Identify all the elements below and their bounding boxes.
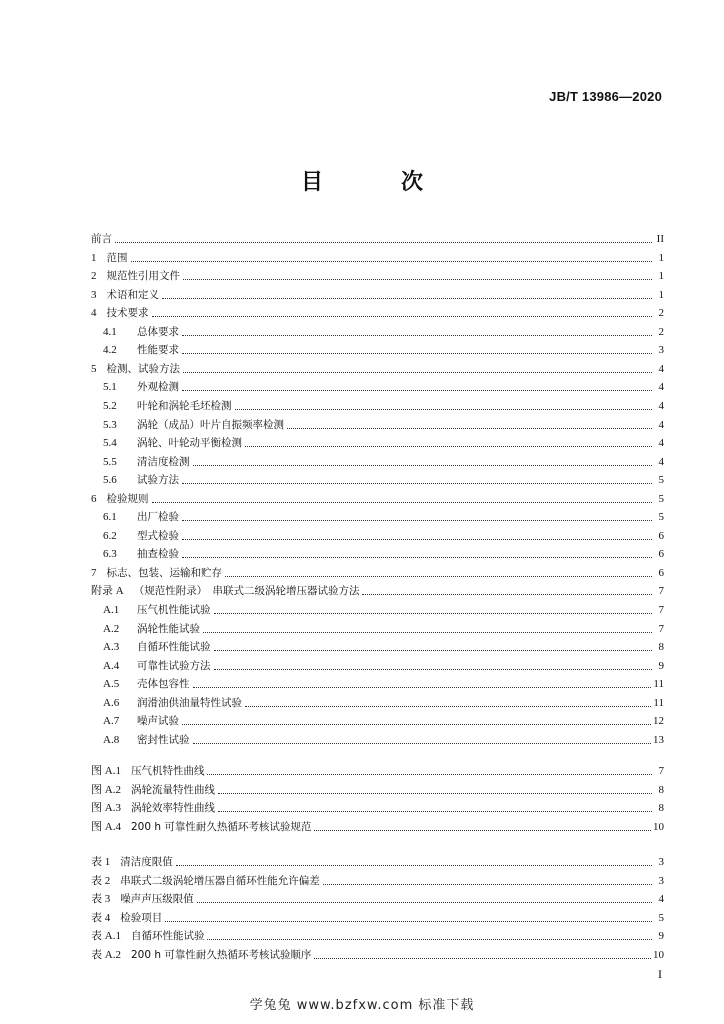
entry-label bbox=[91, 418, 285, 432]
entry-number: 6.2 bbox=[103, 529, 117, 542]
entry-number: 6.3 bbox=[103, 548, 117, 561]
entry-number: 附录 A bbox=[91, 585, 124, 598]
toc-entry[interactable] bbox=[91, 729, 664, 747]
entry-label bbox=[91, 380, 180, 394]
entry-label bbox=[91, 874, 321, 888]
table-entry[interactable] bbox=[91, 870, 664, 888]
entry-number: 1 bbox=[91, 251, 97, 264]
entry-page: 7 bbox=[658, 585, 664, 598]
entry-label bbox=[91, 764, 205, 778]
entry-number: 表 A.1 bbox=[91, 930, 121, 943]
dot-leader bbox=[197, 901, 652, 903]
entry-number: 表 4 bbox=[91, 911, 111, 924]
entry-label bbox=[91, 529, 180, 543]
toc-entry[interactable] bbox=[91, 673, 664, 691]
entry-number: A.2 bbox=[103, 622, 120, 635]
entry-number: 4 bbox=[91, 307, 97, 320]
entry-page: 3 bbox=[658, 344, 664, 357]
entry-number: A.6 bbox=[103, 696, 120, 709]
figure-entry[interactable] bbox=[91, 779, 664, 797]
toc-entry[interactable] bbox=[91, 451, 664, 469]
toc-entry[interactable] bbox=[91, 580, 664, 598]
entry-page: 5 bbox=[658, 474, 664, 487]
entry-page: 1 bbox=[658, 270, 664, 283]
entry-label bbox=[91, 929, 205, 943]
entry-page: 7 bbox=[658, 765, 664, 777]
dot-leader bbox=[182, 334, 652, 336]
entry-text: 涡轮性能试验 bbox=[137, 622, 200, 635]
dot-leader bbox=[207, 773, 652, 775]
table-entry[interactable] bbox=[91, 907, 664, 925]
entry-label bbox=[91, 547, 180, 561]
toc-entry[interactable] bbox=[91, 506, 664, 524]
entry-page: 9 bbox=[658, 930, 664, 943]
entry-text: 前言 bbox=[91, 233, 112, 245]
dot-leader bbox=[218, 810, 652, 812]
entry-page: 5 bbox=[658, 492, 664, 505]
entry-text: 清洁度限值 bbox=[120, 856, 173, 868]
dot-leader bbox=[182, 389, 652, 391]
entry-number: A.4 bbox=[103, 659, 120, 672]
table-entry[interactable] bbox=[91, 888, 664, 906]
entry-label bbox=[91, 306, 150, 320]
entry-number: 表 2 bbox=[91, 874, 111, 887]
entry-label bbox=[91, 714, 180, 728]
entry-page: 2 bbox=[658, 307, 664, 320]
dot-leader bbox=[235, 408, 653, 410]
entry-page: 5 bbox=[658, 911, 664, 924]
toc-entry[interactable] bbox=[91, 655, 664, 673]
entry-number: 4.2 bbox=[103, 344, 117, 357]
page-number: I bbox=[658, 967, 662, 981]
entry-text: 压气机性能试验 bbox=[137, 604, 211, 616]
toc-entry[interactable] bbox=[91, 247, 664, 265]
dot-leader bbox=[245, 705, 651, 707]
toc-entry[interactable] bbox=[91, 543, 664, 561]
entry-text: 出厂检验 bbox=[137, 511, 179, 524]
entry-number: 5.5 bbox=[103, 455, 117, 468]
entry-label bbox=[91, 510, 180, 524]
dot-leader bbox=[183, 278, 652, 280]
entry-page: 4 bbox=[658, 362, 664, 375]
dot-leader bbox=[182, 538, 652, 540]
entry-label bbox=[91, 677, 191, 691]
entry-label bbox=[91, 269, 181, 283]
entry-text: 压气机特性曲线 bbox=[130, 765, 205, 777]
entry-label bbox=[91, 855, 174, 869]
entry-page: 10 bbox=[653, 820, 664, 833]
dot-leader bbox=[182, 556, 652, 558]
entry-label bbox=[91, 584, 360, 598]
toc-entry[interactable] bbox=[91, 302, 664, 320]
dot-leader bbox=[245, 445, 652, 447]
entry-label bbox=[91, 603, 212, 617]
dot-leader bbox=[152, 315, 653, 317]
entry-text: 噪声声压级限值 bbox=[120, 893, 194, 906]
toc-entry[interactable] bbox=[91, 414, 664, 432]
entry-number: A.7 bbox=[103, 715, 120, 728]
toc-entry[interactable] bbox=[91, 488, 664, 506]
entry-page: 10 bbox=[653, 948, 664, 961]
dot-leader bbox=[152, 501, 653, 503]
entry-label bbox=[91, 801, 216, 815]
entry-text: 性能要求 bbox=[137, 344, 179, 357]
dot-leader bbox=[225, 575, 652, 577]
entry-page: 1 bbox=[658, 288, 664, 301]
entry-number: 5.6 bbox=[103, 474, 117, 487]
figure-entry[interactable] bbox=[91, 816, 664, 834]
entry-label bbox=[91, 911, 163, 925]
entry-number: 图 A.2 bbox=[91, 783, 121, 796]
entry-number: A.1 bbox=[103, 604, 120, 616]
entry-text: 自循环性能试验 bbox=[130, 930, 205, 943]
entry-text: 检验项目 bbox=[120, 911, 163, 924]
entry-text: 规范性引用文件 bbox=[106, 270, 180, 283]
entry-page: 3 bbox=[658, 874, 664, 887]
entry-page: 11 bbox=[653, 678, 664, 691]
entry-label bbox=[91, 622, 201, 636]
entry-text: 检测、试验方法 bbox=[106, 362, 180, 375]
entry-page: 4 bbox=[658, 418, 664, 431]
entry-page: 4 bbox=[658, 381, 664, 394]
entry-text: 涡轮效率特性曲线 bbox=[130, 802, 215, 815]
entry-text: 壳体包容性 bbox=[137, 678, 190, 691]
entry-label bbox=[91, 473, 180, 487]
entry-number: 6.1 bbox=[103, 511, 117, 524]
standard-code: JB/T 13986—2020 bbox=[549, 89, 662, 104]
entry-number: 5.1 bbox=[103, 381, 117, 394]
entry-text: 范围 bbox=[106, 251, 128, 264]
dot-leader bbox=[207, 938, 652, 940]
entry-number: 表 3 bbox=[91, 893, 111, 906]
entry-text: 型式检验 bbox=[137, 529, 179, 542]
entry-page: 2 bbox=[658, 325, 664, 338]
entry-page: 8 bbox=[658, 802, 664, 815]
entry-label bbox=[91, 659, 212, 673]
entry-text: 外观检测 bbox=[137, 381, 179, 394]
dot-leader bbox=[193, 464, 653, 466]
dot-leader bbox=[182, 482, 652, 484]
dot-leader bbox=[362, 593, 652, 595]
toc-entry[interactable] bbox=[91, 469, 664, 487]
dot-leader bbox=[193, 686, 652, 688]
entry-number: 表 A.2 bbox=[91, 948, 121, 961]
entry-page: 3 bbox=[658, 856, 664, 868]
toc-entry[interactable] bbox=[91, 636, 664, 654]
toc-entry[interactable] bbox=[91, 376, 664, 394]
table-entry[interactable] bbox=[91, 851, 664, 869]
watermark: 学兔兔 www.bzfxw.com 标准下载 bbox=[249, 998, 475, 1013]
dot-leader bbox=[131, 260, 653, 262]
dot-leader bbox=[183, 371, 652, 373]
entry-number: A.8 bbox=[103, 733, 120, 746]
dot-leader bbox=[218, 792, 652, 794]
entry-page: 9 bbox=[658, 659, 664, 672]
toc-entry[interactable] bbox=[91, 432, 664, 450]
entry-page: 12 bbox=[653, 715, 664, 728]
entry-page: 1 bbox=[658, 251, 664, 264]
entry-text: 润滑油供油量特性试验 bbox=[137, 696, 242, 709]
entry-label bbox=[91, 288, 160, 302]
toc-entry[interactable] bbox=[91, 358, 664, 376]
toc-entry[interactable] bbox=[91, 228, 664, 246]
entry-page: 13 bbox=[653, 733, 664, 746]
entry-number: 7 bbox=[91, 566, 97, 579]
dot-leader bbox=[314, 829, 651, 831]
dot-leader bbox=[165, 920, 652, 922]
dot-leader bbox=[115, 241, 652, 243]
dot-leader bbox=[214, 668, 653, 670]
entry-number: 2 bbox=[91, 270, 97, 283]
entry-label bbox=[91, 325, 180, 339]
toc-entry[interactable] bbox=[91, 562, 664, 580]
entry-label bbox=[91, 232, 113, 246]
entry-text: 密封性试验 bbox=[137, 733, 190, 746]
dot-leader bbox=[323, 883, 652, 885]
entry-text: 术语和定义 bbox=[106, 288, 159, 301]
toc-entry[interactable] bbox=[91, 618, 664, 636]
table-entry[interactable] bbox=[91, 925, 664, 943]
entry-label bbox=[91, 492, 150, 506]
dot-leader bbox=[182, 352, 652, 354]
toc-entry[interactable] bbox=[91, 395, 664, 413]
entry-number: A.5 bbox=[103, 678, 120, 691]
toc-entry[interactable] bbox=[91, 710, 664, 728]
entry-number: A.3 bbox=[103, 641, 120, 654]
entry-page: 8 bbox=[658, 641, 664, 654]
dot-leader bbox=[214, 612, 653, 614]
entry-label bbox=[91, 892, 195, 906]
entry-text: 200 h 可靠性耐久热循环考核试验规范 bbox=[130, 820, 312, 833]
entry-text: 串联式二级涡轮增压器自循环性能允许偏差 bbox=[120, 874, 320, 887]
toc-entry[interactable] bbox=[91, 599, 664, 617]
entry-text: 可靠性试验方法 bbox=[137, 659, 211, 672]
entry-text: 清洁度检测 bbox=[137, 455, 190, 468]
entry-label bbox=[91, 251, 129, 265]
entry-page: 4 bbox=[658, 437, 664, 450]
toc-entry[interactable] bbox=[91, 339, 664, 357]
entry-label bbox=[91, 362, 181, 376]
entry-text: 200 h 可靠性耐久热循环考核试验顺序 bbox=[130, 948, 312, 961]
figure-entry[interactable] bbox=[91, 797, 664, 815]
entry-page: 11 bbox=[653, 696, 664, 709]
entry-text: 涡轮（成品）叶片自振频率检测 bbox=[137, 418, 284, 431]
entry-label bbox=[91, 820, 312, 834]
entry-number: 3 bbox=[91, 288, 97, 301]
dot-leader bbox=[182, 519, 652, 521]
toc-entry[interactable] bbox=[91, 265, 664, 283]
entry-number: 图 A.4 bbox=[91, 820, 121, 833]
entry-page: 8 bbox=[658, 783, 664, 796]
dot-leader bbox=[214, 649, 653, 651]
entry-label bbox=[91, 343, 180, 357]
entry-text: 叶轮和涡轮毛坯检测 bbox=[137, 399, 232, 412]
entry-text: 噪声试验 bbox=[137, 715, 179, 728]
dot-leader bbox=[314, 957, 651, 959]
entry-label bbox=[91, 696, 243, 710]
entry-page: 5 bbox=[658, 511, 664, 524]
entry-text: 抽查检验 bbox=[137, 548, 179, 561]
entry-page: II bbox=[656, 233, 664, 245]
entry-page: 4 bbox=[658, 399, 664, 412]
entry-label bbox=[91, 948, 312, 962]
entry-text: （规范性附录） 串联式二级涡轮增压器试验方法 bbox=[133, 585, 360, 598]
entry-page: 6 bbox=[658, 566, 664, 579]
toc-entry[interactable] bbox=[91, 321, 664, 339]
entry-number: 4.1 bbox=[103, 325, 117, 338]
entry-page: 4 bbox=[658, 455, 664, 468]
dot-leader bbox=[287, 427, 652, 429]
entry-label bbox=[91, 783, 216, 797]
entry-label bbox=[91, 436, 243, 450]
dot-leader bbox=[162, 297, 652, 299]
entry-text: 标志、包装、运输和贮存 bbox=[106, 566, 222, 579]
entry-number: 5.3 bbox=[103, 418, 117, 431]
page-title: 目 次 bbox=[300, 170, 451, 195]
toc-entry[interactable] bbox=[91, 284, 664, 302]
entry-number: 5 bbox=[91, 362, 97, 375]
dot-leader bbox=[182, 723, 651, 725]
toc-entry[interactable] bbox=[91, 692, 664, 710]
entry-text: 总体要求 bbox=[137, 325, 179, 338]
entry-page: 7 bbox=[658, 604, 664, 616]
entry-number: 图 A.3 bbox=[91, 802, 121, 815]
dot-leader bbox=[176, 864, 652, 866]
entry-page: 4 bbox=[658, 893, 664, 906]
entry-number: 5.2 bbox=[103, 399, 117, 412]
entry-number: 5.4 bbox=[103, 437, 117, 450]
entry-number: 图 A.1 bbox=[91, 765, 121, 777]
entry-label bbox=[91, 566, 223, 580]
entry-text: 自循环性能试验 bbox=[137, 641, 211, 654]
entry-text: 涡轮、叶轮动平衡检测 bbox=[137, 437, 242, 450]
entry-text: 涡轮流量特性曲线 bbox=[130, 783, 215, 796]
entry-page: 7 bbox=[658, 622, 664, 635]
entry-label bbox=[91, 733, 191, 747]
entry-page: 6 bbox=[658, 548, 664, 561]
entry-page: 6 bbox=[658, 529, 664, 542]
entry-label bbox=[91, 455, 191, 469]
entry-number: 6 bbox=[91, 492, 97, 505]
entry-number: 表 1 bbox=[91, 856, 111, 868]
toc-entry[interactable] bbox=[91, 525, 664, 543]
entry-label bbox=[91, 399, 233, 413]
entry-text: 技术要求 bbox=[106, 307, 149, 320]
entry-text: 检验规则 bbox=[106, 492, 149, 505]
entry-label bbox=[91, 640, 212, 654]
dot-leader bbox=[193, 742, 652, 744]
figure-entry[interactable] bbox=[91, 760, 664, 778]
table-entry[interactable] bbox=[91, 944, 664, 962]
dot-leader bbox=[203, 631, 652, 633]
entry-text: 试验方法 bbox=[137, 474, 179, 487]
